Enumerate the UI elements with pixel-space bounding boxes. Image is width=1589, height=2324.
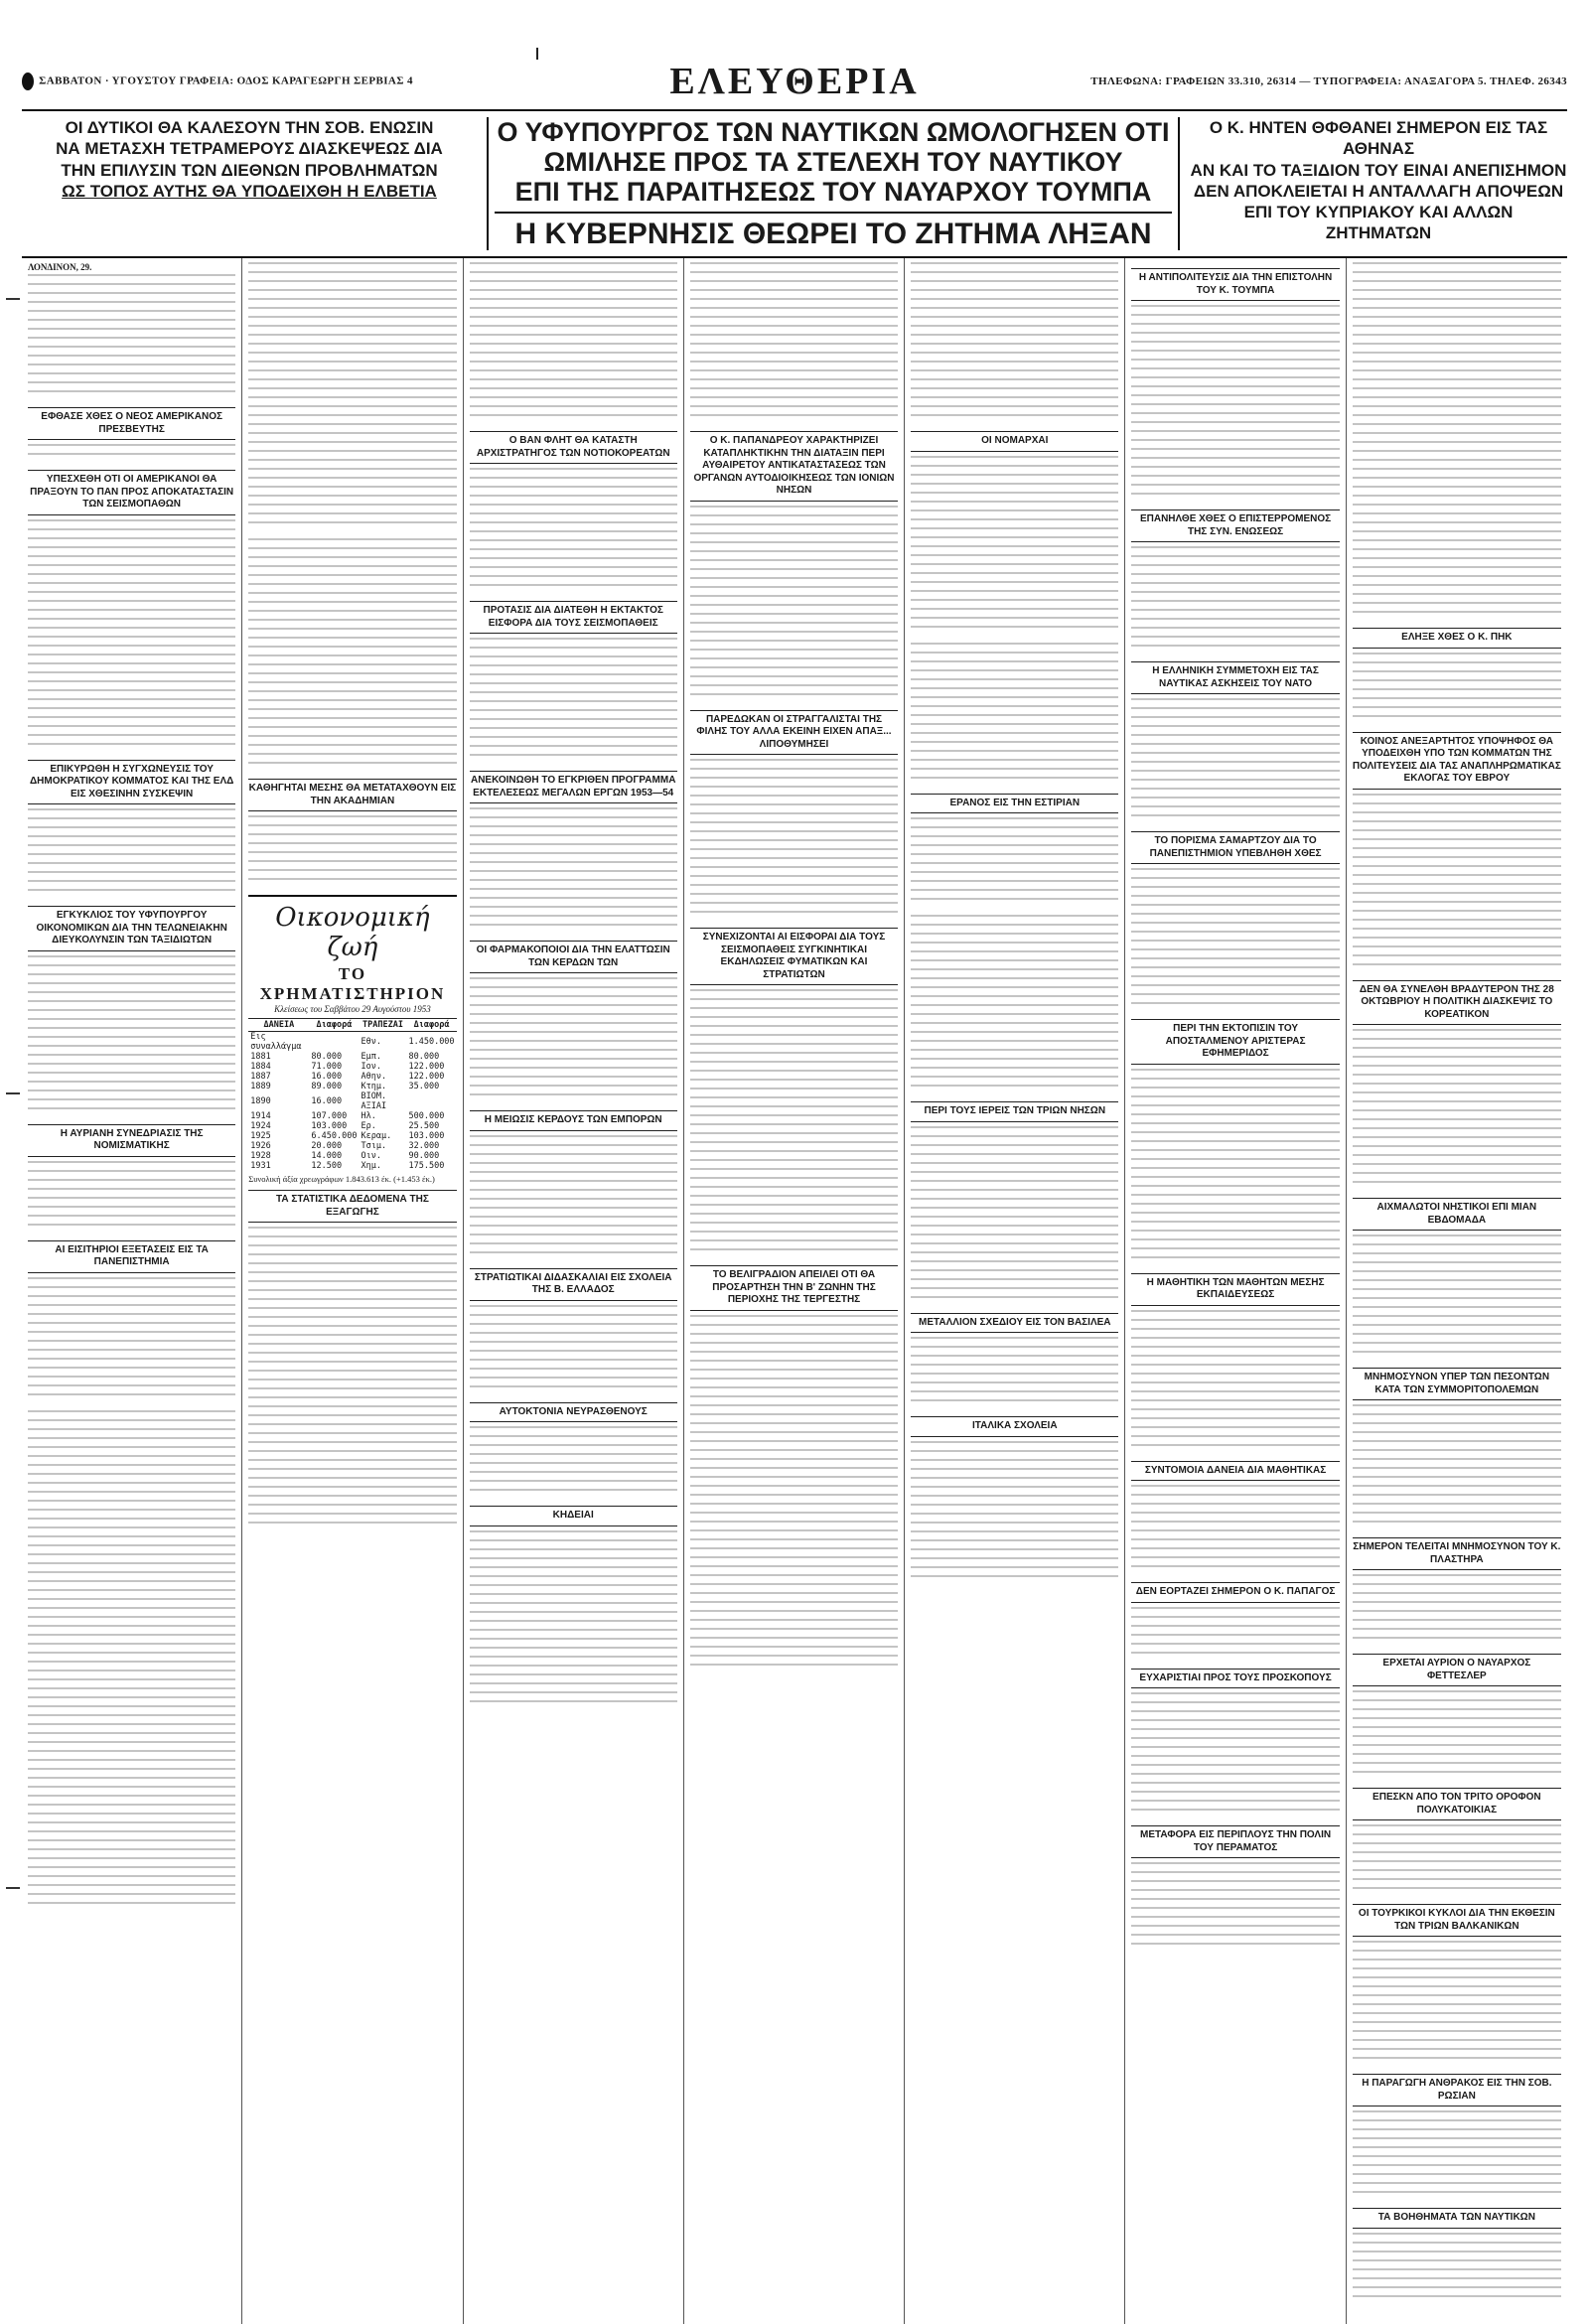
article-body-text [248, 538, 456, 771]
article-headline: ΤΟ ΒΕΛΙΓΡΑΔΙΟΝ ΑΠΕΙΛΕΙ ΟΤΙ ΘΑ ΠΡΟΣΑΡΤΗΣΗ ΤΗΝ Β' ΖΩΝΗΝ ΤΗΣ ΠΕΡΙΟΧΗΣ ΤΗΣ ΤΕΡΓΕΣΤΗΣ [690, 1265, 898, 1311]
article [911, 1416, 1118, 1584]
column-2 [242, 258, 463, 2324]
article [1353, 1537, 1561, 1646]
article-headline: ΜΝΗΜΟΣΥΝΟΝ ΥΠΕΡ ΤΩΝ ΠΕΣΟΝΤΩΝ ΚΑΤΑ ΤΩΝ ΣΥΜΜΟΡΙΤΟΠΟΛΕΜΩΝ [1353, 1368, 1561, 1400]
table-cell: Ηλ. [361, 1111, 376, 1122]
table-cell: 12.500 [311, 1161, 343, 1172]
article-headline: ΕΠΑΝΗΛΘΕ ΧΘΕΣ Ο ΕΠΙΣΤΕΡΡΟΜΕΝΟΣ ΤΗΣ ΣΥΝ. ΕΝΩΣΕΩΣ [1131, 509, 1339, 542]
article-body-text [470, 1135, 677, 1260]
table-cell: 500.000 [408, 1111, 445, 1122]
table-cell: 71.000 [311, 1062, 343, 1073]
article [1353, 1904, 1561, 2066]
article [470, 1402, 677, 1499]
table-cell: 16.000 [311, 1096, 343, 1107]
masthead-phones: ΤΗΛΕΦΩΝΑ: ΓΡΑΦΕΙΩΝ 33.310, 26314 — ΤΥΠΟΓΡΑΦΕΙΑ: ΑΝΑΞΑΓΟΡΑ 5. ΤΗΛΕΦ. 26343 [1090, 75, 1567, 87]
article-headline: ΠΡΟΤΑΣΙΣ ΔΙΑ ΔΙΑΤΕΘΗ Η ΕΚΤΑΚΤΟΣ ΕΙΣΦΟΡΑ ΔΙΑ ΤΟΥΣ ΣΕΙΣΜΟΠΑΘΕΙΣ [470, 601, 677, 634]
column-3 [464, 258, 684, 2324]
economy-section-title: Οικονομική ζωή [275, 903, 430, 963]
table-cell: Χημ. [361, 1161, 381, 1172]
article [1131, 1019, 1339, 1265]
article-body-text [1353, 1690, 1561, 1780]
table-cell: Εθν. [361, 1037, 381, 1048]
article [911, 794, 1118, 908]
article-body-text [470, 1426, 677, 1498]
article-body-text [1353, 1029, 1561, 1190]
newspaper-title: ΕΛΕΥΘΕΡΙΑ [669, 61, 920, 102]
article-body-text [28, 274, 235, 399]
column-6 [1125, 258, 1346, 2324]
article-body-text [1353, 1941, 1561, 2066]
article-body-text [248, 1227, 456, 1530]
article-body-text [690, 989, 898, 1257]
column-5 [905, 258, 1125, 2324]
article-body-text [1353, 653, 1561, 724]
article-headline: Η ΑΝΤΙΠΟΛΙΤΕΥΣΙΣ ΔΙΑ ΤΗΝ ΕΠΙΣΤΟΛΗΝ ΤΟΥ Κ. ΤΟΥΜΠΑ [1131, 268, 1339, 301]
article-headline: ΕΠΙΚΥΡΩΘΗ Η ΣΥΓΧΩΝΕΥΣΙΣ ΤΟΥ ΔΗΜΟΚΡΑΤΙΚΟΥ ΚΟΜΜΑΤΟΣ ΚΑΙ ΤΗΣ ΕΛΔ ΕΙΣ ΧΘΕΣΙΝΗΝ ΣΥΣΚΕΨΙΝ [28, 760, 235, 805]
table-cell: 1884 [250, 1062, 271, 1073]
article-headline: ΤΑ ΣΤΑΤΙΣΤΙΚΑ ΔΕΔΟΜΕΝΑ ΤΗΣ ΕΞΑΓΩΓΗΣ [248, 1190, 456, 1223]
article-body-text [470, 807, 677, 933]
article-headline: ΑΝΕΚΟΙΝΩΘΗ ΤΟ ΕΓΚΡΙΘΕΝ ΠΡΟΓΡΑΜΜΑ ΕΚΤΕΛΕΣΕΩΣ ΜΕΓΑΛΩΝ ΕΡΓΩΝ 1953—54 [470, 771, 677, 803]
article-body-text [1353, 1235, 1561, 1360]
headline-center: Ο ΥΦΥΠΟΥΡΓΟΣ ΤΩΝ ΝΑΥΤΙΚΩΝ ΩΜΟΛΟΓΗΣΕΝ ΟΤΙ ΩΜΙΛΗΣΕ ΠΡΟΣ ΤΑ ΣΤΕΛΕΧΗ ΤΟΥ ΝΑΥΤΙΚΟΥ ΕΠΙ ΤΗΣ ΠΑΡΑΙΤΗΣΕΩΣ ΤΟΥ ΝΑΥΑΡΧΟΥ ΤΟΥΜΠΑ Η ΚΥΒΕΡΝΗΣΙΣ ΘΕΩΡΕΙ ΤΟ ΖΗΤΗΜΑ ΛΗΞΑΝ [487, 117, 1180, 250]
headline-row [22, 117, 1567, 258]
article-headline: ΥΠΕΣΧΕΘΗ ΟΤΙ ΟΙ ΑΜΕΡΙΚΑΝΟΙ ΘΑ ΠΡΑΞΟΥΝ ΤΟ ΠΑΝ ΠΡΟΣ ΑΠΟΚΑΤΑΣΤΑΣΙΝ ΤΩΝ ΣΕΙΣΜΟΠΑΘΩΝ [28, 470, 235, 515]
article [28, 262, 235, 399]
table-cell: 20.000 [311, 1141, 343, 1152]
table-cell: 1890 [250, 1096, 271, 1107]
article-body-text [28, 1161, 235, 1233]
article-headline: ΕΥΧΑΡΙΣΤΙΑΙ ΠΡΟΣ ΤΟΥΣ ΠΡΟΣΚΟΠΟΥΣ [1131, 1669, 1339, 1689]
article-body-text [470, 468, 677, 593]
table-cell: Εμπ. [361, 1052, 381, 1063]
article-body-text [1353, 1824, 1561, 1896]
article-headline: ΜΕΤΑΛΛΙΟΝ ΣΧΕΔΙΟΥ ΕΙΣ ΤΟΝ ΒΑΣΙΛΕΑ [911, 1313, 1118, 1334]
article-body-text [911, 1337, 1118, 1408]
table-cell: 1926 [250, 1141, 271, 1152]
article-body-text [28, 808, 235, 898]
total-value-line: Συνολική άξία χρεωγράφων 1.843.613 έκ. (+1.453 έκ.) [248, 1174, 435, 1185]
article-headline: Η ΕΛΛΗΝΙΚΗ ΣΥΜΜΕΤΟΧΗ ΕΙΣ ΤΑΣ ΝΑΥΤΙΚΑΣ ΑΣΚΗΣΕΙΣ ΤΟΥ ΝΑΤΟ [1131, 661, 1339, 694]
article [1353, 2208, 1561, 2304]
table-cell: 14.000 [311, 1151, 343, 1162]
article-body-text [1353, 262, 1561, 620]
article-headline: ΑΙ ΕΙΣΙΤΗΡΙΟΙ ΕΞΕΤΑΣΕΙΣ ΕΙΣ ΤΑ ΠΑΝΕΠΙΣΤΗΜΙΑ [28, 1240, 235, 1273]
article-body-text [911, 262, 1118, 423]
table-cell: 80.000 [311, 1052, 343, 1063]
article-headline: Η ΑΥΡΙΑΝΗ ΣΥΝΕΔΡΙΑΣΙΣ ΤΗΣ ΝΟΜΙΣΜΑΤΙΚΗΣ [28, 1124, 235, 1157]
article-body-text [1131, 1485, 1339, 1574]
headline-center-sub: Η ΚΥΒΕΡΝΗΣΙΣ ΘΕΩΡΕΙ ΤΟ ΖΗΤΗΜΑ ΛΗΞΑΝ [495, 212, 1172, 251]
masthead [22, 60, 1567, 111]
table-cell: 1881 [250, 1052, 271, 1063]
article-body-text [690, 506, 898, 702]
article [28, 407, 235, 462]
masthead-address: ΣΑΒΒΑΤΟΝ · ΥΓΟΥΣΤΟΥ ΓΡΑΦΕΙΑ: ΟΔΟΣ ΚΑΡΑΓΕΩΡΓΗ ΣΕΡΒΙΑΣ 4 [22, 73, 578, 90]
table-cell: 122.000 [408, 1062, 445, 1073]
article [28, 1124, 235, 1233]
article-body-text [28, 1277, 235, 1402]
article [911, 262, 1118, 423]
article-body-text [470, 638, 677, 763]
table-cell: 1931 [250, 1161, 271, 1172]
table-cell: 16.000 [311, 1072, 343, 1083]
table-cell: 1887 [250, 1072, 271, 1083]
article-body-text [248, 815, 456, 887]
article [1353, 732, 1561, 972]
article-headline: ΕΛΗΞΕ ΧΘΕΣ Ο Κ. ΠΗΚ [1353, 628, 1561, 649]
table-cell: 107.000 [311, 1111, 348, 1122]
table-row [248, 1072, 456, 1082]
article-body-text [690, 1315, 898, 1672]
table-row [248, 1052, 456, 1062]
table-header-cell: Διαφορά [406, 1019, 456, 1032]
article [470, 1110, 677, 1260]
stock-table [248, 1018, 456, 1171]
article [1131, 1825, 1339, 1952]
article-body-text [1353, 1404, 1561, 1529]
article [1353, 980, 1561, 1191]
article-body-text [1131, 868, 1339, 1011]
table-cell: 1925 [250, 1131, 271, 1142]
article-body-text [28, 444, 235, 462]
article-headline: ΚΑΘΗΓΗΤΑΙ ΜΕΣΗΣ ΘΑ ΜΕΤΑΤΑΧΘΟΥΝ ΕΙΣ ΤΗΝ ΑΚΑΔΗΜΙΑΝ [248, 779, 456, 811]
table-cell: 1928 [250, 1151, 271, 1162]
article-headline: ΣΗΜΕΡΟΝ ΤΕΛΕΙΤΑΙ ΜΝΗΜΟΣΥΝΟΝ ΤΟΥ Κ. ΠΛΑΣΤΗΡΑ [1353, 1537, 1561, 1570]
table-header-cell: Διαφορά [309, 1019, 359, 1032]
table-cell: Τσιμ. [361, 1141, 387, 1152]
article-headline: ΠΑΡΕΔΩΚΑΝ ΟΙ ΣΤΡΑΓΓΑΛΙΣΤΑΙ ΤΗΣ ΦΙΛΗΣ ΤΟΥ ΑΛΛΑ ΕΚΕΙΝΗ ΕΙΧΕΝ ΑΠΑΞ... ΛΙΠΟΘΥΜΗΣΕΙ [690, 710, 898, 756]
table-cell: 25.500 [408, 1121, 440, 1132]
article-body-text [1131, 305, 1339, 502]
article-headline: ΕΡΑΝΟΣ ΕΙΣ ΤΗΝ ΕΣΤΙΡΙΑΝ [911, 794, 1118, 814]
table-cell: Οιν. [361, 1151, 381, 1162]
article-headline: ΑΙΧΜΑΛΩΤΟΙ ΝΗΣΤΙΚΟΙ ΕΠΙ ΜΙΑΝ ΕΒΔΟΜΑΔΑ [1353, 1198, 1561, 1231]
print-mark [536, 48, 538, 60]
article-dateline: ΛΟΝΔΙΝΟΝ, 29. [28, 262, 92, 273]
article [1353, 1654, 1561, 1780]
article [470, 1506, 677, 1709]
table-header-cell: ΔΑΝΕΙΑ [248, 1019, 309, 1032]
article [470, 601, 677, 763]
article [470, 771, 677, 933]
table-cell: 103.000 [408, 1131, 445, 1142]
article [1353, 2074, 1561, 2200]
article-headline: ΣΤΡΑΤΙΩΤΙΚΑΙ ΔΙΔΑΣΚΑΛΙΑΙ ΕΙΣ ΣΧΟΛΕΙΑ ΤΗΣ Β. ΕΛΛΑΔΟΣ [470, 1268, 677, 1301]
section-divider [248, 895, 456, 897]
columns [22, 258, 1567, 2324]
article-body-text [470, 262, 677, 423]
table-cell: Εις συναλλάγμα [250, 1032, 302, 1053]
article-body-text [911, 915, 1118, 1093]
article-body-text [911, 1126, 1118, 1305]
article [248, 779, 456, 887]
article-body-text [1131, 1607, 1339, 1661]
article [690, 431, 898, 702]
table-cell: 1914 [250, 1111, 271, 1122]
article-headline: Η ΜΕΙΩΣΙΣ ΚΕΡΔΟΥΣ ΤΩΝ ΕΜΠΟΡΩΝ [470, 1110, 677, 1131]
article [1353, 1368, 1561, 1529]
table-cell: Κτημ. [361, 1082, 387, 1092]
article-body-text [1131, 1310, 1339, 1453]
table-row [248, 1032, 456, 1053]
headline-left: ΟΙ ΔΥΤΙΚΟΙ ΘΑ ΚΑΛΕΣΟΥΝ ΤΗΝ ΣΟΒ. ΕΝΩΣΙΝ ΝΑ ΜΕΤΑΣΧΗ ΤΕΤΡΑΜΕΡΟΥΣ ΔΙΑΣΚΕΨΕΩΣ ΔΙΑ ΤΗΝ ΕΠΙΛΥΣΙΝ ΤΩΝ ΔΙΕΘΝΩΝ ΠΡΟΒΛΗΜΑΤΩΝ ΩΣ ΤΟΠΟΣ ΑΥΤΗΣ ΘΑ ΥΠΟΔΕΙΧΘΗ Η ΕΛΒΕΤΙΑ [56, 118, 443, 201]
table-cell: 35.000 [408, 1082, 440, 1092]
article [911, 915, 1118, 1093]
article-headline: ΕΦΘΑΣΕ ΧΘΕΣ Ο ΝΕΟΣ ΑΜΕΡΙΚΑΝΟΣ ΠΡΕΣΒΕΥΤΗΣ [28, 407, 235, 440]
table-cell: 1889 [250, 1082, 271, 1092]
table-cell: 103.000 [311, 1121, 348, 1132]
table-row [248, 1161, 456, 1171]
article-headline: Η ΜΑΘΗΤΙΚΗ ΤΩΝ ΜΑΘΗΤΩΝ ΜΕΣΗΣ ΕΚΠΑΙΔΕΥΣΕΩΣ [1131, 1273, 1339, 1306]
table-row [248, 1082, 456, 1091]
article-headline: ΟΙ ΝΟΜΑΡΧΑΙ [911, 431, 1118, 452]
article [28, 906, 235, 1116]
article-body-text [911, 817, 1118, 907]
article-headline: ΟΙ ΤΟΥΡΚΙΚΟΙ ΚΥΚΛΟΙ ΔΙΑ ΤΗΝ ΕΚΘΕΣΙΝ ΤΩΝ ΤΡΙΩΝ ΒΑΛΚΑΝΙΚΩΝ [1353, 1904, 1561, 1937]
article-body-text [470, 1530, 677, 1709]
article-headline: ΜΕΤΑΦΟΡΑ ΕΙΣ ΠΕΡΙΠΛΟΥΣ ΤΗΝ ΠΟΛΙΝ ΤΟΥ ΠΕΡΑΜΑΤΟΣ [1131, 1825, 1339, 1858]
article [1131, 1273, 1339, 1453]
table-cell: ΒΙΟΜ. ΑΞΙΑΙ [361, 1091, 387, 1112]
economy-side-text [28, 1410, 235, 1911]
article [470, 1268, 677, 1394]
article-body-text [911, 1441, 1118, 1584]
article-headline: ΑΥΤΟΚΤΟΝΙΑ ΝΕΥΡΑΣΘΕΝΟΥΣ [470, 1402, 677, 1423]
article-headline: ΕΓΚΥΚΛΙΟΣ ΤΟΥ ΥΦΥΠΟΥΡΓΟΥ ΟΙΚΟΝΟΜΙΚΩΝ ΔΙΑ ΤΗΝ ΤΕΛΩΝΕΙΑΚΗΝ ΔΙΕΥΚΟΛΥΝΣΙΝ ΤΩΝ ΤΑΞΙΔΙΩΤΩΝ [28, 906, 235, 951]
article [1131, 1669, 1339, 1818]
punch-mark [6, 1887, 20, 1889]
article-headline: ΔΕΝ ΘΑ ΣΥΝΕΛΘΗ ΒΡΑΔΥΤΕΡΟΝ ΤΗΣ 28 ΟΚΤΩΒΡΙΟΥ Η ΠΟΛΙΤΙΚΗ ΔΙΑΣΚΕΨΙΣ ΤΟ ΚΟΡΕΑΤΙΚΟΝ [1353, 980, 1561, 1026]
article [470, 262, 677, 423]
article [911, 1101, 1118, 1305]
column-1 [22, 258, 242, 2324]
table-cell: Ερ. [361, 1121, 376, 1132]
article-body-text [1131, 698, 1339, 823]
stock-exchange-title: ΤΟ ΧΡΗΜΑΤΙΣΤΗΡΙΟΝ [259, 964, 446, 1004]
table-row [248, 1141, 456, 1151]
table-cell: 6.450.000 [311, 1131, 358, 1142]
article [470, 941, 677, 1102]
table-cell: Κεραμ. [361, 1131, 392, 1142]
table-row [248, 1121, 456, 1131]
article-headline: ΟΙ ΦΑΡΜΑΚΟΠΟΙΟΙ ΔΙΑ ΤΗΝ ΕΛΑΤΤΩΣΙΝ ΤΩΝ ΚΕΡΔΩΝ ΤΩΝ [470, 941, 677, 973]
table-header-cell: ΤΡΑΠΕΖΑΙ [359, 1019, 406, 1032]
article-headline: ΕΠΕΣΚΝ ΑΠΟ ΤΟΝ ΤΡΙΤΟ ΟΡΟΦΟΝ ΠΟΛΥΚΑΤΟΙΚΙΑΣ [1353, 1788, 1561, 1820]
article [1353, 1788, 1561, 1896]
article-headline: ΣΥΝΕΧΙΖΟΝΤΑΙ ΑΙ ΕΙΣΦΟΡΑΙ ΔΙΑ ΤΟΥΣ ΣΕΙΣΜΟΠΑΘΕΙΣ ΣΥΓΚΙΝΗΤΙΚΑΙ ΕΚΔΗΛΩΣΕΙΣ ΦΥΜΑΤΙΚΩΝ ΚΑΙ ΣΤΡΑΤΙΩΤΩΝ [690, 928, 898, 985]
article-headline: ΕΡΧΕΤΑΙ ΑΥΡΙΟΝ Ο ΝΑΥΑΡΧΟΣ ΦΕΤΤΕΣΛΕΡ [1353, 1654, 1561, 1686]
article [1131, 1461, 1339, 1575]
table-cell: 90.000 [408, 1151, 440, 1162]
punch-mark [6, 1092, 20, 1094]
article-body-text [911, 456, 1118, 635]
column-7 [1347, 258, 1567, 2324]
article-body-text [28, 955, 235, 1116]
article [1131, 509, 1339, 654]
stock-exchange-date: Κλείσεως του Σαββάτου 29 Αυγούστου 1953 [274, 1004, 431, 1015]
article [1353, 262, 1561, 620]
article-headline: ΚΟΙΝΟΣ ΑΝΕΞΑΡΤΗΤΟΣ ΥΠΟΨΗΦΟΣ ΘΑ ΥΠΟΔΕΙΧΘΗ ΥΠΟ ΤΩΝ ΚΟΜΜΑΤΩΝ ΤΗΣ ΠΟΛΙΤΕΥΣΕΙΣ ΔΙΑ ΤΑΣ ΑΝΑΠΛΗΡΩΜΑΤΙΚΑΣ ΕΚΛΟΓΑΣ ΤΟΥ ΕΒΡΟΥ [1353, 732, 1561, 790]
article [28, 760, 235, 899]
article [1131, 661, 1339, 823]
table-row [248, 1062, 456, 1072]
article-headline: Η ΠΑΡΑΓΩΓΗ ΑΝΘΡΑΚΟΣ ΕΙΣ ΤΗΝ ΣΟΒ. ΡΩΣΙΑΝ [1353, 2074, 1561, 2106]
article-body-text [1353, 2110, 1561, 2200]
table-row [248, 1151, 456, 1161]
article-headline: ΔΕΝ ΕΟΡΤΑΖΕΙ ΣΗΜΕΡΟΝ Ο Κ. ΠΑΠΑΓΟΣ [1131, 1582, 1339, 1603]
table-cell: 1.450.000 [408, 1037, 455, 1048]
article [1131, 1582, 1339, 1661]
article-body-text [690, 262, 898, 423]
article-headline: ΠΕΡΙ ΤΗΝ ΕΚΤΟΠΙΣΙΝ ΤΟΥ ΑΠΟΣΤΑΛΜΕΝΟΥ ΑΡΙΣΤΕΡΑΣ ΕΦΗΜΕΡΙΔΟΣ [1131, 1019, 1339, 1065]
article-body-text [1131, 1862, 1339, 1952]
article-body-text [1131, 1069, 1339, 1265]
article-body-text [1353, 2233, 1561, 2304]
table-row [248, 1091, 456, 1111]
column-4 [684, 258, 905, 2324]
table-cell: Ιον. [361, 1062, 381, 1073]
article-body-text [1131, 1692, 1339, 1817]
article-headline: ΙΤΑΛΙΚΑ ΣΧΟΛΕΙΑ [911, 1416, 1118, 1437]
table-row [248, 1131, 456, 1141]
article [911, 643, 1118, 786]
table-cell: Αθην. [361, 1072, 387, 1083]
article-body-text [470, 1305, 677, 1394]
table-cell: 122.000 [408, 1072, 445, 1083]
table-cell: 89.000 [311, 1082, 343, 1092]
table-cell: 175.500 [408, 1161, 445, 1172]
article [690, 710, 898, 921]
article [690, 1265, 898, 1672]
article-body-text [248, 262, 456, 530]
article [911, 431, 1118, 635]
article-headline: ΠΕΡΙ ΤΟΥΣ ΙΕΡΕΙΣ ΤΩΝ ΤΡΙΩΝ ΝΗΣΩΝ [911, 1101, 1118, 1122]
article [28, 1240, 235, 1402]
article-headline: ΣΥΝΤΟΜΟΙΑ ΔΑΝΕΙΑ ΔΙΑ ΜΑΘΗΤΙΚΑΣ [1131, 1461, 1339, 1482]
article-headline: ΤΟ ΠΟΡΙΣΜΑ ΣΑΜΑΡΤΖΟΥ ΔΙΑ ΤΟ ΠΑΝΕΠΙΣΤΗΜΙΟΝ ΥΠΕΒΛΗΘΗ ΧΘΕΣ [1131, 831, 1339, 864]
table-cell: 80.000 [408, 1052, 440, 1063]
article-body-text [690, 759, 898, 920]
article-body-text [470, 977, 677, 1102]
ink-blot-icon [22, 73, 34, 90]
article-body-text [911, 643, 1118, 786]
table-row [248, 1111, 456, 1121]
table-cell [406, 1091, 456, 1111]
table-cell: 32.000 [408, 1141, 440, 1152]
article-headline: Ο ΒΑΝ ΦΛΗΤ ΘΑ ΚΑΤΑΣΤΗ ΑΡΧΙΣΤΡΑΤΗΓΟΣ ΤΩΝ ΝΟΤΙΟΚΟΡΕΑΤΩΝ [470, 431, 677, 464]
headline-right: Ο Κ. ΗΝΤΕΝ ΘΦΘΑΝΕΙ ΣΗΜΕΡΟΝ ΕΙΣ ΤΑΣ ΑΘΗΝΑΣ ΑΝ ΚΑΙ ΤΟ ΤΑΞΙΔΙΟΝ ΤΟΥ ΕΙΝΑΙ ΑΝΕΠΙΣΗΜΟΝ ΔΕΝ ΑΠΟΚΛΕΙΕΤΑΙ Η ΑΝΤΑΛΛΑΓΗ ΑΠΟΨΕΩΝ ΕΠΙ ΤΟΥ ΚΥΠΡΙΑΚΟΥ ΚΑΙ ΑΛΛΩΝ ΖΗΤΗΜΑΤΩΝ [1190, 118, 1567, 243]
article [470, 431, 677, 593]
article-body-text [1353, 794, 1561, 972]
punch-mark [6, 298, 20, 300]
article [248, 538, 456, 771]
table-cell: 1924 [250, 1121, 271, 1132]
article-headline: Ο Κ. ΠΑΠΑΝΔΡΕΟΥ ΧΑΡΑΚΤΗΡΙΖΕΙ ΚΑΤΑΠΛΗΚΤΙΚΗΝ ΤΗΝ ΔΙΑΤΑΞΙΝ ΠΕΡΙ ΑΥΘΑΙΡΕΤΟΥ ΑΝΤΙΚΑΤΑΣΤΑΣΕΩΣ ΤΩΝ ΟΡΓΑΝΩΝ ΑΥΤΟΔΙΟΙΚΗΣΕΩΣ ΤΩΝ ΙΟΝΙΩΝ ΝΗΣΩΝ [690, 431, 898, 502]
article [248, 262, 456, 530]
article [690, 928, 898, 1257]
article [1353, 628, 1561, 724]
article [1131, 268, 1339, 502]
article [911, 1313, 1118, 1409]
article-body-text [28, 519, 235, 752]
article [28, 470, 235, 752]
article [1131, 831, 1339, 1011]
article-body-text [1353, 1574, 1561, 1646]
article [690, 262, 898, 423]
table-cell [309, 1032, 359, 1053]
article-headline: ΚΗΔΕΙΑΙ [470, 1506, 677, 1526]
article-headline: ΤΑ ΒΟΗΘΗΜΑΤΑ ΤΩΝ ΝΑΥΤΙΚΩΝ [1353, 2208, 1561, 2229]
article [1353, 1198, 1561, 1360]
article-body-text [1131, 546, 1339, 654]
